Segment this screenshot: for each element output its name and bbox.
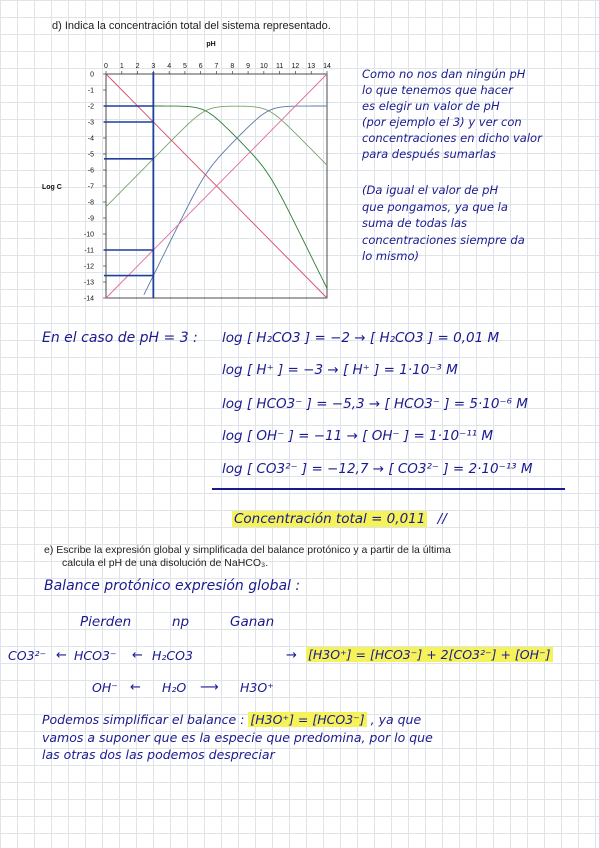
note-line: lo mismo): [362, 249, 420, 263]
y-tick-label: -1: [87, 87, 94, 95]
note-line: Como no nos dan ningún pH: [362, 67, 526, 81]
x-tick-label: 10: [259, 63, 268, 70]
equation-h: log [ H⁺ ] = −3 → [ H⁺ ] = 1·10⁻³ M: [222, 362, 458, 378]
log-concentration-diagram: [40, 38, 340, 310]
note-line: que pongamos, ya que la: [362, 199, 508, 214]
note-line: concentraciones en dicho valor: [362, 131, 542, 145]
y-tick-label: -13: [83, 279, 94, 287]
note-same-sum: [362, 182, 525, 265]
col-pierden: Pierden: [80, 614, 132, 630]
note-line: suma de todas las: [362, 216, 467, 230]
arrow-right: ⟶: [200, 680, 219, 695]
note-line: es elegir un valor de pH: [362, 99, 500, 113]
species-h2o: H₂O: [162, 680, 187, 695]
note-line: concentraciones siempre da: [362, 232, 525, 247]
x-tick-label: 3: [151, 63, 156, 70]
question-d: d) Indica la concentración total del sistema representado.: [52, 20, 331, 32]
y-tick-label: -3: [87, 119, 94, 127]
equation-co3: log [ CO3²⁻ ] = −12,7 → [ CO3²⁻ ] = 2·10⁻¹³ M: [222, 461, 533, 477]
simplified-line3: las otras dos las podemos despreciar: [42, 747, 275, 762]
x-tick-label: 13: [307, 63, 316, 70]
x-tick-label: 9: [246, 63, 251, 70]
species-oh: OH⁻: [92, 680, 118, 695]
question-e-line2: calcula el pH de una disolución de NaHCO₃.: [62, 557, 269, 569]
question-e-line1: e) Escribe la expresión global y simplificada del balance protónico y a partir de la última: [44, 544, 451, 556]
x-tick-label: 8: [230, 63, 235, 70]
curve-co3: [144, 106, 327, 295]
x-tick-label: 7: [214, 63, 219, 70]
x-tick-label: 12: [291, 63, 300, 70]
y-tick-label: -8: [87, 199, 94, 207]
y-tick-label: -4: [87, 135, 94, 143]
simplified-reason: , ya que: [370, 712, 422, 727]
balance-title: Balance protónico expresión global :: [44, 578, 301, 594]
x-axis-title: pH: [206, 41, 216, 48]
arrow-right: →: [286, 648, 297, 663]
note-line: (por ejemplo el 3) y ver con: [362, 115, 522, 129]
equation-hco3: log [ HCO3⁻ ] = −5,3 → [ HCO3⁻ ] = 5·10⁻⁶ M: [222, 396, 528, 412]
x-tick-label: 1: [119, 63, 124, 70]
x-tick-label: 6: [198, 63, 203, 70]
species-co3: CO3²⁻: [8, 648, 47, 663]
y-tick-label: -10: [83, 231, 94, 239]
global-equation-highlight: [H3O⁺] = [HCO3⁻] + 2[CO3²⁻] + [OH⁻]: [308, 647, 551, 662]
global-equation: [306, 647, 553, 662]
col-np: np: [172, 614, 190, 630]
x-tick-label: 0: [104, 63, 108, 70]
y-tick-label: -6: [87, 167, 94, 175]
x-tick-label: 4: [167, 63, 172, 70]
note-line: (Da igual el valor de pH: [362, 183, 499, 197]
y-tick-label: 0: [90, 71, 94, 79]
curve-h2co3: [106, 106, 327, 288]
col-ganan: Ganan: [230, 614, 275, 630]
total-mark: //: [437, 511, 447, 527]
y-tick-label: -11: [84, 247, 94, 255]
arrow-left: ←: [130, 680, 141, 695]
simplified-line2: vamos a suponer que es la especie que predomina, por lo que: [42, 730, 433, 745]
arrow-left: ←: [132, 648, 143, 663]
y-tick-label: -5: [87, 151, 94, 159]
simplified-equation: [H3O⁺] = [HCO3⁻]: [250, 712, 365, 727]
x-tick-labels: [104, 63, 331, 74]
x-tick-label: 14: [323, 63, 331, 70]
y-tick-label: -9: [87, 215, 94, 223]
sum-rule: [212, 488, 565, 490]
species-curves: [106, 74, 327, 298]
y-axis-title: Log C: [42, 184, 62, 191]
species-hco3: HCO3⁻: [74, 648, 117, 663]
x-tick-label: 2: [135, 63, 140, 70]
note-line: para después sumarlas: [362, 147, 496, 161]
x-tick-label: 5: [182, 63, 187, 70]
simplified-intro: Podemos simplificar el balance :: [42, 712, 245, 727]
y-tick-labels: [84, 72, 106, 303]
equation-oh: log [ OH⁻ ] = −11 → [ OH⁻ ] = 1·10⁻¹¹ M: [222, 428, 494, 444]
arrow-left: ←: [56, 648, 67, 663]
simplified-line1: [42, 712, 421, 727]
species-h2co3: H₂CO3: [152, 648, 193, 663]
note-line: lo que tenemos que hacer: [362, 83, 513, 97]
total-concentration-highlight: Concentración total = 0,011: [234, 511, 426, 527]
y-tick-label: -2: [87, 103, 94, 111]
y-tick-label: -14: [83, 295, 94, 303]
case-label: En el caso de pH = 3 :: [42, 330, 198, 346]
y-tick-label: -12: [83, 263, 94, 271]
note-choose-ph: [362, 66, 542, 162]
equation-h2co3: log [ H₂CO3 ] = −2 → [ H₂CO3 ] = 0,01 M: [222, 330, 500, 346]
x-tick-label: 11: [276, 63, 284, 70]
species-h3o: H3O⁺: [240, 680, 274, 695]
total-concentration: [232, 511, 447, 527]
y-tick-label: -7: [87, 183, 94, 191]
ph-markers: [104, 72, 153, 298]
